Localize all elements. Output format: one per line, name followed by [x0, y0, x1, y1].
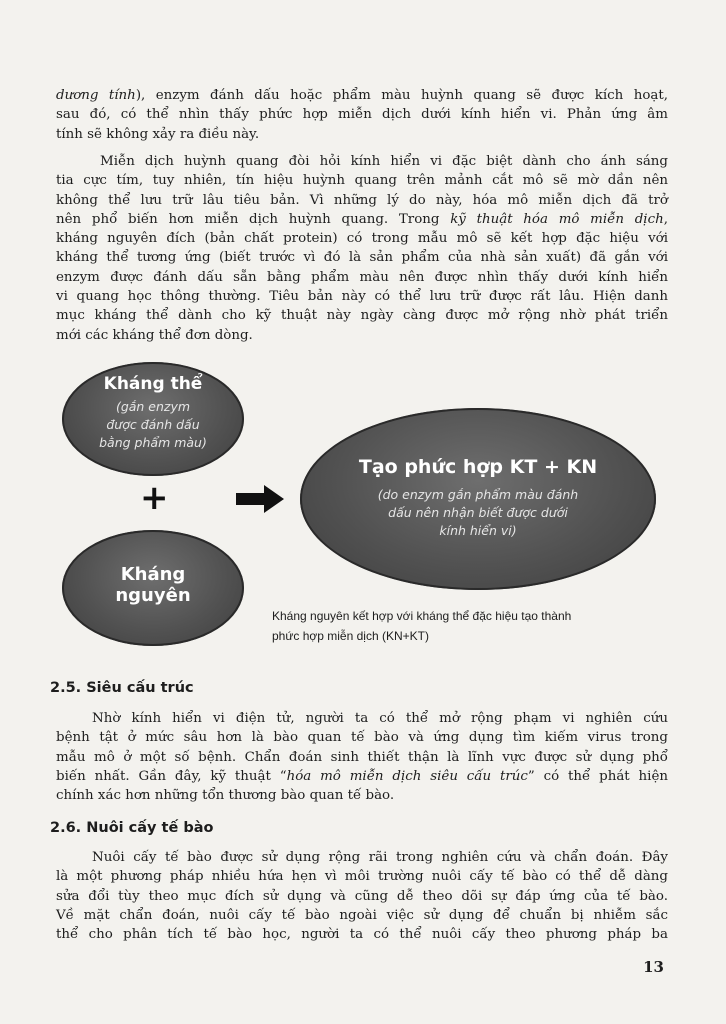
text-line: Nhờ kính hiển vi điện tử, người ta có thể mở rộng phạm vi nghiên cứu [92, 711, 668, 726]
text-line: sau đó, có thể nhìn thấy phức hợp miễn dịch dưới kính hiển vi. Phản ứng âm [56, 107, 668, 123]
text-line: tia cực tím, tuy nhiên, tín hiệu huỳnh quang trên mảnh cắt mô sẽ mờ dần nên [56, 173, 668, 189]
antibody-sub-3: bằng phẩm màu) [99, 435, 207, 450]
complex-sub-1: (do enzym gắn phẩm màu đánh [377, 487, 579, 502]
antibody-sub-2: được đánh dấu [106, 417, 200, 432]
arrow-right-icon [236, 484, 286, 514]
text-line: Nuôi cấy tế bào được sử dụng rộng rãi trong nghiên cứu và chẩn đoán. Đây [92, 850, 668, 865]
diagram-caption [272, 606, 632, 646]
section-heading-cell-culture: 2.6. Nuôi cấy tế bào [50, 820, 214, 836]
text-line: kháng nguyên đích (bản chất protein) có trong mẫu mô sẽ kết hợp đặc hiệu với [56, 231, 668, 247]
text-line: nên phổ biến hơn miễn dịch huỳnh quang. Trong kỹ thuật hóa mô miễn dịch, [56, 211, 668, 227]
plus-sign: + [140, 478, 169, 518]
complex-ellipse [300, 408, 656, 590]
paragraph-positive-reaction [56, 86, 668, 144]
complex-sub-2: dấu nên nhận biết được dưới [388, 505, 568, 520]
page-number: 13 [643, 958, 664, 976]
text-line: bệnh tật ở mức sâu hơn là bào quan tế bào và ứng dụng tìm kiếm virus trong [56, 730, 668, 746]
section-heading-ultrastructure: 2.5. Siêu cấu trúc [50, 680, 194, 696]
text-line: biến nhất. Gần đây, kỹ thuật “hóa mô miễn dịch siêu cấu trúc” có thể phát hiện [56, 768, 668, 784]
text-line: thể cho phân tích tế bào học, người ta có thể nuôi cấy theo phương pháp ba [56, 927, 668, 943]
text-line: enzym được đánh dấu sẵn bằng phẩm màu nên được nhìn thấy dưới kính hiển [56, 269, 668, 285]
text-line: kháng thể tương ứng (biết trước vì đó là sản phẩm của nhà sản xuất) đã gắn với [56, 250, 668, 266]
antigen-line-1: Kháng [120, 564, 186, 585]
complex-sub-3: kính hiển vi) [439, 523, 517, 538]
text-line: Về mặt chẩn đoán, nuôi cấy tế bào ngoài việc sử dụng để chuẩn bị nhiễm sắc [56, 907, 668, 923]
text-line: mục kháng thể dành cho kỹ thuật này ngày càng được mở rộng nhờ phát triển [56, 308, 668, 324]
text-line: là một phương pháp nhiều hứa hẹn vì môi trường nuôi cấy tế bào có thể dễ dàng [56, 869, 668, 885]
paragraph-ultrastructure [56, 709, 668, 805]
text-line: chính xác hơn những tổn thương bào quan tế bào. [56, 788, 395, 804]
text-line: sửa đổi tùy theo mục đích sử dụng và cũng dễ theo dõi sự đáp ứng của tế bào. [56, 888, 668, 904]
caption-line-2: phức hợp miễn dịch (KN+KT) [272, 629, 429, 643]
complex-title: Tạo phức hợp KT + KN [358, 456, 598, 478]
antibody-sub-1: (gắn enzym [115, 399, 191, 414]
caption-line-1: Kháng nguyên kết hợp với kháng thể đặc hiệu tạo thành [272, 609, 572, 623]
antibody-title: Kháng thể [103, 374, 203, 394]
text-line: mẫu mô ở một số bệnh. Chẩn đoán sinh thiết thận là lĩnh vực được sử dụng phổ [56, 749, 668, 765]
text-line: dương tính), enzym đánh dấu hoặc phẩm màu huỳnh quang sẽ được kích hoạt, [56, 88, 668, 103]
text-line: vi quang học thông thường. Tiêu bản này có thể lưu trữ được rất lâu. Hiện danh [56, 289, 668, 305]
text-line: mới các kháng thể đơn dòng. [56, 327, 253, 343]
antigen-ellipse [62, 530, 244, 646]
antigen-line-2: nguyên [115, 585, 191, 606]
text-line: Miễn dịch huỳnh quang đòi hỏi kính hiển vi đặc biệt dành cho ánh sáng [100, 154, 668, 169]
paragraph-immunofluorescence [56, 152, 668, 345]
text-line: không thể lưu trữ lâu tiêu bản. Vì những lý do này, hóa mô miễn dịch đã trở [56, 192, 668, 208]
antibody-ellipse [62, 362, 244, 476]
paragraph-cell-culture [56, 848, 668, 944]
text-line: tính sẽ không xảy ra điều này. [56, 126, 260, 142]
